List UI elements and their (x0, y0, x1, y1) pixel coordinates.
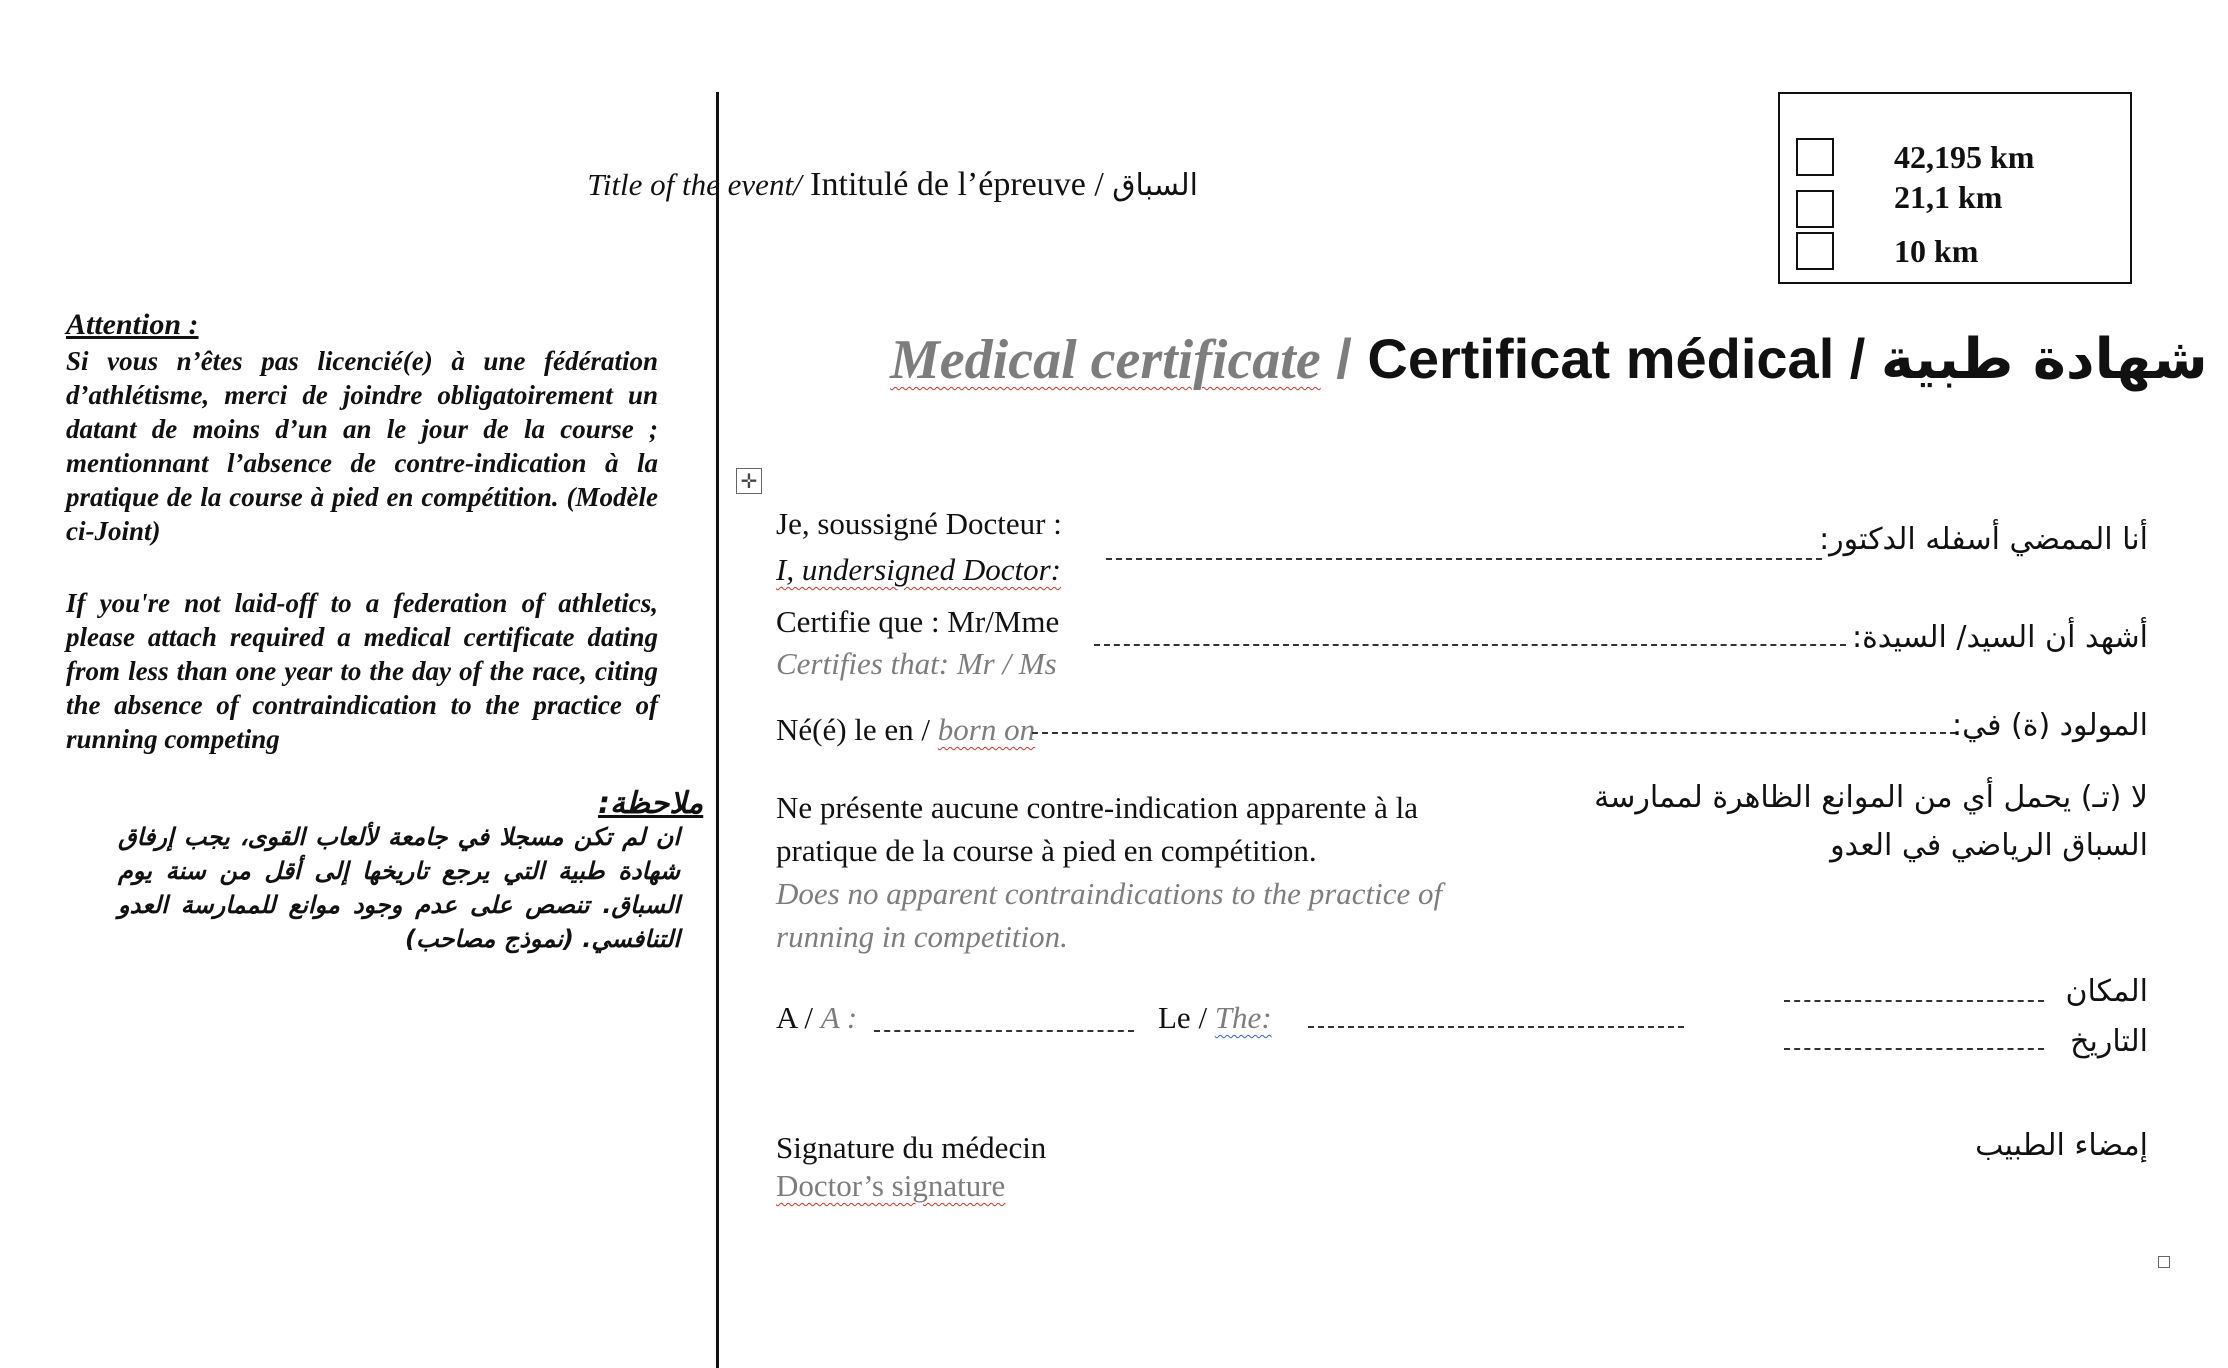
date-field-ar[interactable] (1784, 1048, 2044, 1050)
certify-label-fr: Certifie que : Mr/Mme (776, 604, 1060, 639)
option-half-marathon[interactable] (1796, 178, 2003, 228)
signature-label-ar: إمضاء الطبيب (1975, 1128, 2148, 1163)
attention-title: Attention : (66, 308, 199, 341)
no-contraindication-ar: لا (تـ) يحمل أي من الموانع الظاهرة لممارسة السباق الرياضي في العدو (1594, 780, 2148, 863)
option-label: 42,195 km (1894, 138, 2035, 175)
signature-label-en: Doctor’s signature (776, 1168, 1006, 1203)
place-label-en: A : (820, 1000, 858, 1035)
move-handle-icon[interactable]: ✛ (736, 468, 762, 494)
distance-options-box (1778, 92, 2132, 284)
option-10k[interactable] (1796, 232, 1978, 270)
place-label (776, 1000, 857, 1036)
born-label-fr: Né(é) le en / (776, 712, 938, 747)
born-label-ar: المولود (ة) في: (1952, 708, 2148, 743)
title-ar: شهادة طبية (1880, 327, 2208, 392)
doctor-label-fr: Je, soussigné Docteur : (776, 506, 1062, 541)
checkbox-empty-icon[interactable] (1796, 138, 1834, 176)
checkbox-empty-icon[interactable] (1796, 232, 1834, 270)
date-label-ar: التاريخ (2070, 1024, 2148, 1059)
date-label (1158, 1000, 1272, 1036)
column-divider (716, 92, 719, 1368)
option-label: 10 km (1894, 232, 1979, 269)
doctor-label-en: I, undersigned Doctor: (776, 552, 1061, 587)
doctor-name-field[interactable] (1106, 558, 1822, 560)
event-title-ar: السباق (1112, 168, 1198, 203)
place-label-ar: المكان (2065, 974, 2148, 1009)
title-separator: / (1320, 327, 1368, 390)
english-notice: If you're not laid-off to a federation of athletics, please attach required a medical certificate dating from less than one year to the day of the race, citing the absence of contraindication to the practice of running competing (66, 588, 658, 754)
place-field[interactable] (874, 1030, 1134, 1032)
event-title-en: Title of the event/ (587, 167, 802, 202)
place-field-ar[interactable] (1784, 1000, 2044, 1002)
title-fr: Certificat médical / (1367, 327, 1881, 390)
born-label-en: born on (937, 712, 1036, 747)
birth-date-field[interactable] (1032, 732, 1956, 734)
no-contraindication-en: Does no apparent contraindications to the practice of running in competition. (776, 876, 1443, 954)
date-label-en: The: (1214, 1000, 1272, 1035)
french-notice: Si vous n’êtes pas licencié(e) à une fédération d’athlétisme, merci de joindre obligatoirement un datant de moins d’un an le jour de la course ; mentionnant l’absence de contre-indication à la pratique de la course à pied en compétition. (Modèle ci-Joint) (66, 346, 658, 546)
option-marathon[interactable] (1796, 138, 2034, 176)
signature-label-fr: Signature du médecin (776, 1130, 1047, 1165)
title-en: Medical certificate (890, 329, 1321, 391)
checkbox-empty-icon[interactable] (1796, 190, 1834, 228)
option-label: 21,1 km (1894, 178, 2003, 215)
doctor-label-ar: أنا الممضي أسفله الدكتور: (1819, 522, 2148, 557)
date-label-fr: Le / (1158, 1000, 1215, 1035)
born-label (776, 712, 1035, 748)
arabic-notice-title: ملاحظة: (598, 786, 704, 821)
certificate-title (890, 326, 2208, 392)
certify-label-ar: أشهد أن السيد/ السيدة: (1851, 620, 2148, 655)
event-title (587, 166, 1198, 204)
place-label-fr: A / (776, 1000, 821, 1035)
resize-handle-icon[interactable] (2158, 1256, 2170, 1268)
date-field[interactable] (1308, 1026, 1684, 1028)
arabic-notice: ان لم تكن مسجلا في جامعة لألعاب القوى، يجب إرفاق شهادة طبية التي يرجع تاريخها إلى أقل من سنة يوم السباق. تنصص على عدم وجود موانع للممارسة العدو التنافسي. (نموذج مصاحب) (118, 823, 681, 953)
patient-name-field[interactable] (1094, 644, 1846, 646)
no-contraindication-fr: Ne présente aucune contre-indication apparente à la pratique de la course à pied en compétition. (776, 790, 1419, 868)
event-title-fr: Intitulé de l’épreuve / (810, 166, 1113, 203)
certify-label-en: Certifies that: Mr / Ms (776, 646, 1057, 681)
